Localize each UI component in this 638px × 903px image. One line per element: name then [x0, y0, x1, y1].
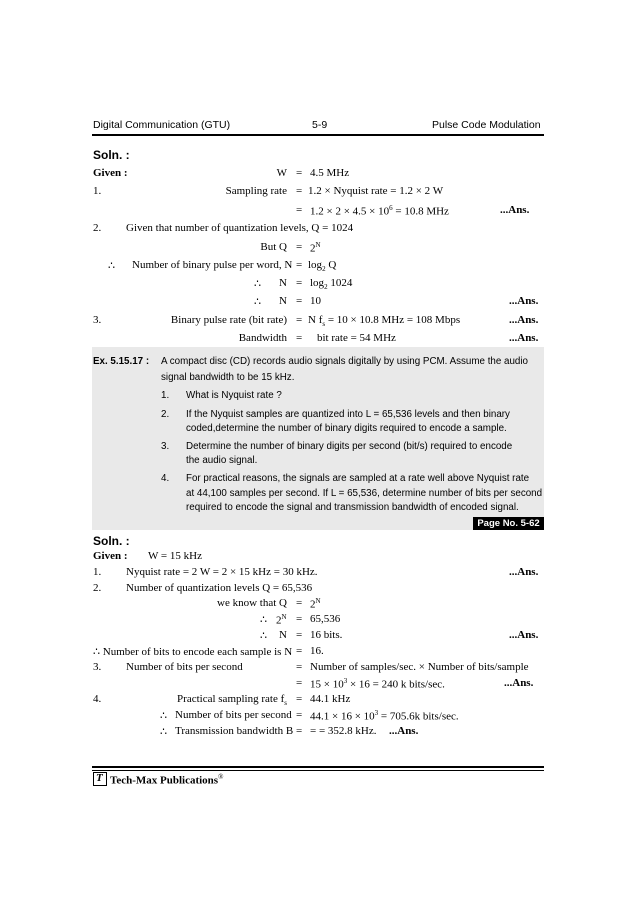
therefore-symbol: ∴	[160, 710, 167, 722]
question-number: 2.	[161, 409, 170, 420]
eq-value: 4.5 MHz	[310, 167, 350, 179]
eq-value: $2^N$	[310, 241, 321, 255]
question-text: For practical reasons, the signals are sampled at a rate well above Nyquist rate	[186, 473, 530, 484]
eq-value: N $f_s = 10 \times 10.8$ MHz = 108 Mbps	[308, 314, 461, 329]
item-number: 2.	[93, 222, 102, 234]
ans-marker: ...Ans.	[500, 204, 530, 216]
ans-marker: ...Ans.	[509, 332, 539, 344]
eq-value: 44.1 kHz	[310, 693, 351, 705]
footer-rule-top	[92, 766, 544, 768]
item-number: 3.	[93, 661, 102, 673]
eq-sign: =	[296, 645, 303, 657]
eq-sign: =	[296, 259, 303, 271]
eq-value: Number of samples/sec. × Number of bits/sample	[310, 661, 529, 673]
eq-value: $1.2 \times 2 \times 4.5 \times 10^6 = 10.8$ MHz	[310, 204, 449, 218]
ans-marker: ...Ans.	[509, 566, 539, 578]
eq-label: But Q	[260, 241, 287, 253]
question-text: coded,determine the number of binary digits required to encode a sample.	[186, 423, 507, 434]
item-number: 4.	[93, 693, 102, 705]
question-text: the audio signal.	[186, 455, 258, 466]
page-reference-tag: Page No. 5-62	[473, 517, 544, 530]
eq-label: N	[279, 295, 287, 307]
ans-marker: ...Ans.	[389, 725, 419, 737]
eq-sign: =	[296, 241, 303, 253]
eq-label: Sampling rate	[225, 185, 287, 197]
eq-label: Transmission bandwidth B	[175, 725, 294, 737]
question-text: What is Nyquist rate ?	[186, 390, 282, 401]
eq-sign: =	[296, 661, 303, 673]
therefore-symbol: ∴	[108, 260, 115, 272]
question-text: at 44,100 samples per second. If L = 65,536, determine number of bits per second	[186, 488, 543, 499]
eq-label: Binary pulse rate (bit rate)	[170, 314, 287, 326]
eq-value: = = 352.8 kHz.	[310, 725, 377, 737]
eq-sign: =	[296, 295, 303, 307]
question-number: 3.	[161, 441, 170, 452]
question-number: 1.	[161, 390, 170, 401]
given-label-2: Given :	[93, 550, 128, 562]
eq-label: Number of binary pulse per word, N	[132, 259, 293, 271]
example-intro: signal bandwidth to be 15 kHz.	[161, 372, 295, 383]
eq-sign: =	[296, 629, 303, 641]
question-text: required to encode the signal and transmission bandwidth of encoded signal.	[186, 502, 519, 513]
eq-sign: =	[296, 204, 303, 216]
eq-sign: =	[296, 277, 303, 289]
eq-sign: =	[296, 185, 303, 197]
eq-sign: =	[296, 725, 303, 737]
eq-sign: =	[296, 332, 303, 344]
therefore-symbol: ∴	[260, 614, 267, 626]
eq-value: 16 bits.	[310, 629, 343, 641]
eq-value: 1.2 × Nyquist rate = 1.2 × 2 W	[308, 185, 444, 197]
eq-sign: =	[296, 677, 303, 689]
therefore-symbol: ∴	[254, 296, 261, 308]
eq-sign: =	[296, 693, 303, 705]
footer-rule-bottom	[92, 770, 544, 771]
line-text: Given that number of quantization levels, Q = 1024	[126, 222, 354, 234]
eq-value: $44.1 \times 16 \times 10^3 = 705.6k$ bits/sec.	[310, 709, 459, 723]
therefore-symbol: ∴	[160, 726, 167, 738]
item-number: 1.	[93, 185, 102, 197]
ans-marker: ...Ans.	[504, 677, 534, 689]
question-number: 4.	[161, 473, 170, 484]
publisher-logo: T	[93, 772, 107, 786]
soln-heading-2: Soln. :	[93, 534, 130, 548]
eq-label: $2^N$	[276, 613, 287, 627]
eq-sign: =	[296, 597, 303, 609]
question-text: If the Nyquist samples are quantized into L = 65,536 levels and then binary	[186, 409, 510, 420]
header-right: Pulse Code Modulation	[432, 119, 541, 131]
eq-label: Bandwidth	[238, 332, 287, 344]
eq-sign: =	[296, 709, 303, 721]
eq-value: 65,536	[310, 613, 341, 625]
ans-marker: ...Ans.	[509, 295, 539, 307]
eq-label: we know that Q	[217, 597, 287, 609]
eq-label: ∴ Number of bits to encode each sample is N	[93, 646, 293, 658]
eq-label: W	[276, 167, 287, 179]
item-number: 3.	[93, 314, 102, 326]
item-number: 1.	[93, 566, 102, 578]
line-text: Number of quantization levels Q = 65,536	[126, 582, 313, 594]
example-id: Ex. 5.15.17 :	[93, 356, 150, 367]
item-number: 2.	[93, 582, 102, 594]
eq-sign: =	[296, 314, 303, 326]
eq-value: 16.	[310, 645, 324, 657]
eq-label: Practical sampling rate $f_s$	[177, 693, 287, 708]
ans-marker: ...Ans.	[509, 629, 539, 641]
publisher-name: Tech-Max Publications®	[110, 773, 224, 787]
given-value: W = 15 kHz	[148, 550, 202, 562]
eq-label: N	[279, 629, 287, 641]
eq-value: $\log_2 Q$	[308, 259, 337, 274]
soln-heading-1: Soln. :	[93, 148, 130, 162]
line-text: Nyquist rate = 2 W = 2 × 15 kHz = 30 kHz.	[126, 566, 318, 578]
eq-value: $\log_2 1024$	[310, 277, 353, 292]
eq-sign: =	[296, 613, 303, 625]
given-label-1: Given :	[93, 167, 128, 179]
header-left: Digital Communication (GTU)	[93, 119, 231, 131]
eq-value: 10	[310, 295, 321, 307]
ans-marker: ...Ans.	[509, 314, 539, 326]
eq-label: Number of bits per second	[126, 661, 243, 673]
example-intro: A compact disc (CD) records audio signals digitally by using PCM. Assume the audio	[161, 356, 529, 367]
eq-value: $15 \times 10^3 \times 16 = 240$ k bits/sec.	[310, 677, 445, 691]
eq-value: bit rate = 54 MHz	[317, 332, 396, 344]
header-rule	[92, 134, 544, 136]
therefore-symbol: ∴	[260, 630, 267, 642]
eq-label: N	[279, 277, 287, 289]
therefore-symbol: ∴	[254, 278, 261, 290]
eq-value: $2^N$	[310, 597, 321, 611]
eq-sign: =	[296, 167, 303, 179]
eq-label: Number of bits per second	[175, 709, 292, 721]
question-text: Determine the number of binary digits per second (bit/s) required to encode	[186, 441, 513, 452]
header-page-number: 5-9	[312, 119, 328, 131]
